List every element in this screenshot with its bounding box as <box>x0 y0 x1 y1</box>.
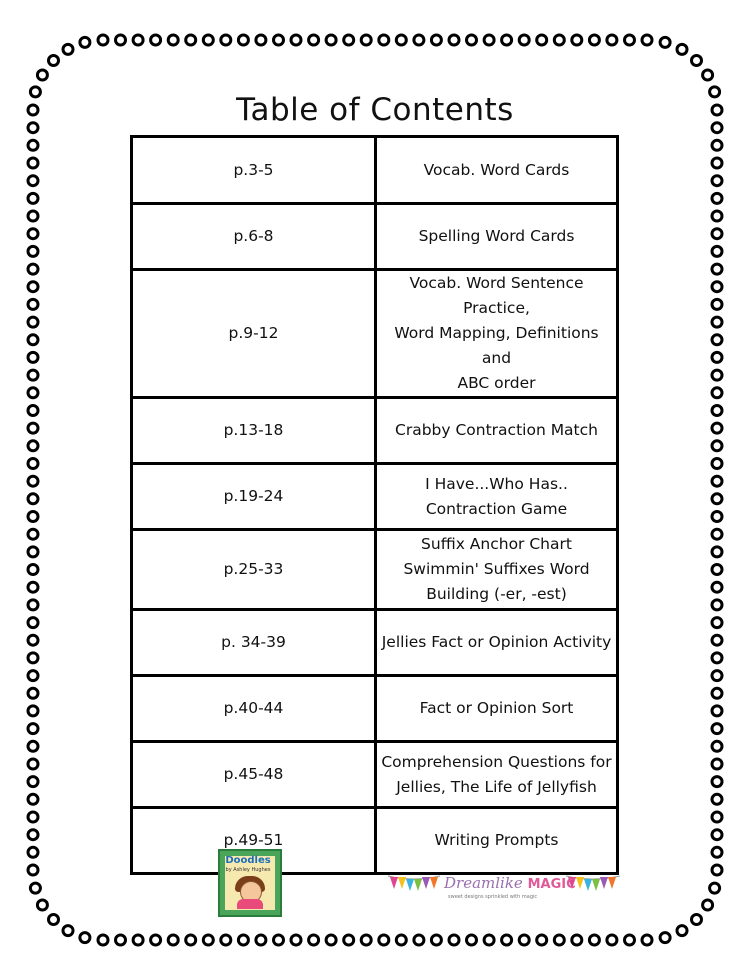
border-dot <box>238 35 248 45</box>
border-dot <box>28 671 38 681</box>
border-dot <box>712 830 722 840</box>
border-dot <box>28 459 38 469</box>
border-dot <box>28 370 38 380</box>
border-dot <box>625 35 635 45</box>
page-range-cell: p.19-24 <box>132 464 376 530</box>
border-dot <box>379 935 389 945</box>
page-range-cell: p.49-51 <box>132 808 376 874</box>
border-dot <box>712 565 722 575</box>
content-cell: Vocab. Word Cards <box>376 137 618 204</box>
border-dot <box>414 35 424 45</box>
doodles-logo <box>218 849 282 917</box>
border-dot <box>712 352 722 362</box>
border-dot <box>28 777 38 787</box>
border-dot <box>589 35 599 45</box>
border-dot <box>28 423 38 433</box>
page-range-cell: p. 34-39 <box>132 610 376 676</box>
border-dot <box>677 44 687 54</box>
border-dot <box>361 35 371 45</box>
content-cell: Comprehension Questions for Jellies, The Life of Jellyfish <box>376 742 618 808</box>
border-dot <box>625 935 635 945</box>
border-dot <box>28 759 38 769</box>
border-dot <box>484 935 494 945</box>
border-dot <box>80 37 90 47</box>
border-dot <box>396 935 406 945</box>
border-dot <box>28 476 38 486</box>
border-dot <box>712 441 722 451</box>
border-dot <box>28 441 38 451</box>
border-dot <box>28 317 38 327</box>
border-dot <box>28 582 38 592</box>
border-dot <box>467 35 477 45</box>
border-dot <box>712 688 722 698</box>
border-dot <box>49 56 59 66</box>
border-dot <box>572 935 582 945</box>
border-dot <box>326 35 336 45</box>
bunting-flag <box>390 877 398 889</box>
border-dot <box>703 900 713 910</box>
border-dot <box>28 724 38 734</box>
border-dot <box>203 935 213 945</box>
border-dot <box>326 935 336 945</box>
border-dot <box>692 56 702 66</box>
logo-tagline: sweet designs sprinkled with magic <box>448 894 538 900</box>
page-title: Table of Contents <box>236 92 514 128</box>
doodles-logo-text: Doodles <box>225 855 271 866</box>
border-dot <box>712 299 722 309</box>
border-dot <box>28 688 38 698</box>
border-dot <box>28 229 38 239</box>
border-dot <box>712 635 722 645</box>
border-dot <box>712 193 722 203</box>
border-dot <box>344 935 354 945</box>
border-dot <box>712 459 722 469</box>
content-cell: Writing Prompts <box>376 808 618 874</box>
border-dot <box>63 926 73 936</box>
border-dot <box>28 264 38 274</box>
border-dot <box>291 935 301 945</box>
border-dot <box>116 35 126 45</box>
border-dot <box>28 741 38 751</box>
border-dot <box>168 935 178 945</box>
border-dot <box>677 926 687 936</box>
border-dot <box>712 264 722 274</box>
border-dot <box>344 35 354 45</box>
border-dot <box>221 35 231 45</box>
border-dot <box>116 935 126 945</box>
border-dot <box>519 35 529 45</box>
border-dot <box>186 935 196 945</box>
border-dot <box>712 618 722 628</box>
contents-table <box>130 135 619 875</box>
bunting-flag <box>592 879 600 891</box>
page-range-cell: p.40-44 <box>132 676 376 742</box>
border-dot <box>712 741 722 751</box>
border-dot <box>712 406 722 416</box>
border-dot <box>537 935 547 945</box>
border-dot <box>28 547 38 557</box>
page-range-cell: p.6-8 <box>132 204 376 270</box>
content-cell: Fact or Opinion Sort <box>376 676 618 742</box>
border-dot <box>256 935 266 945</box>
border-dot <box>607 935 617 945</box>
border-dot <box>712 653 722 663</box>
border-dot <box>274 935 284 945</box>
border-dot <box>151 935 161 945</box>
border-dot <box>49 915 59 925</box>
border-dot <box>712 176 722 186</box>
border-dot <box>712 706 722 716</box>
border-dot <box>98 935 108 945</box>
table-row <box>132 137 618 204</box>
border-dot <box>221 935 231 945</box>
table-row <box>132 398 618 464</box>
border-dot <box>274 35 284 45</box>
bunting-flag <box>398 877 406 889</box>
border-dot <box>572 35 582 45</box>
border-dot <box>712 476 722 486</box>
border-dot <box>28 847 38 857</box>
border-dot <box>28 600 38 610</box>
border-dot <box>133 935 143 945</box>
page-range-cell: p.3-5 <box>132 137 376 204</box>
bunting-flag <box>422 877 430 889</box>
border-dot <box>309 935 319 945</box>
border-dot <box>28 512 38 522</box>
border-dot <box>431 935 441 945</box>
border-dot <box>692 915 702 925</box>
border-dot <box>554 935 564 945</box>
border-dot <box>133 35 143 45</box>
border-dot <box>98 35 108 45</box>
border-dot <box>712 229 722 239</box>
border-dot <box>712 671 722 681</box>
table-row <box>132 204 618 270</box>
border-dot <box>589 935 599 945</box>
border-dot <box>712 812 722 822</box>
border-dot <box>256 35 266 45</box>
page-range-cell: p.13-18 <box>132 398 376 464</box>
border-dot <box>710 883 720 893</box>
border-dot <box>30 883 40 893</box>
border-dot <box>28 830 38 840</box>
table-row <box>132 270 618 398</box>
border-dot <box>712 794 722 804</box>
border-dot <box>28 706 38 716</box>
content-cell: Crabby Contraction Match <box>376 398 618 464</box>
border-dot <box>712 140 722 150</box>
border-dot <box>28 565 38 575</box>
border-dot <box>642 935 652 945</box>
bunting-flag <box>414 879 422 891</box>
border-dot <box>467 935 477 945</box>
page-range-cell: p.9-12 <box>132 270 376 398</box>
border-dot <box>712 494 722 504</box>
border-dot <box>28 865 38 875</box>
border-dot <box>28 406 38 416</box>
table-row <box>132 808 618 874</box>
table-row <box>132 464 618 530</box>
border-dot <box>28 618 38 628</box>
border-dot <box>28 193 38 203</box>
border-dot <box>28 158 38 168</box>
border-dot <box>712 777 722 787</box>
border-dot <box>712 759 722 769</box>
border-dot <box>28 176 38 186</box>
table-row <box>132 676 618 742</box>
border-dot <box>712 600 722 610</box>
border-dot <box>168 35 178 45</box>
border-dot <box>28 653 38 663</box>
border-dot <box>151 35 161 45</box>
border-dot <box>537 35 547 45</box>
border-dot <box>28 282 38 292</box>
border-dot <box>703 70 713 80</box>
border-dot <box>238 935 248 945</box>
bunting-flag <box>430 877 438 889</box>
page-range-cell: p.25-33 <box>132 530 376 610</box>
border-dot <box>28 812 38 822</box>
logo-word: Dreamlike <box>444 874 523 892</box>
border-dot <box>712 547 722 557</box>
border-dot <box>607 35 617 45</box>
border-dot <box>28 494 38 504</box>
border-dot <box>712 529 722 539</box>
content-cell: Suffix Anchor Chart Swimmin' Suffixes Word Building (-er, -est) <box>376 530 618 610</box>
table-row <box>132 742 618 808</box>
border-dot <box>712 370 722 380</box>
border-dot <box>414 935 424 945</box>
border-dot <box>28 140 38 150</box>
border-dot <box>186 35 196 45</box>
border-dot <box>28 211 38 221</box>
border-dot <box>712 388 722 398</box>
border-dot <box>291 35 301 45</box>
border-dot <box>28 794 38 804</box>
border-dot <box>660 933 670 943</box>
bunting-flag <box>406 879 414 891</box>
content-cell: I Have...Who Has.. Contraction Game <box>376 464 618 530</box>
doodles-logo-subtitle: by Ashley Hughes <box>225 867 271 873</box>
border-dot <box>502 935 512 945</box>
border-dot <box>484 35 494 45</box>
border-dot <box>63 44 73 54</box>
border-dot <box>712 847 722 857</box>
table-row <box>132 610 618 676</box>
bunting-flag <box>600 877 608 889</box>
border-dot <box>712 335 722 345</box>
border-dot <box>712 724 722 734</box>
border-dot <box>361 935 371 945</box>
border-dot <box>28 299 38 309</box>
border-dot <box>203 35 213 45</box>
border-dot <box>519 935 529 945</box>
border-dot <box>554 35 564 45</box>
border-dot <box>28 635 38 645</box>
border-dot <box>642 35 652 45</box>
border-dot <box>396 35 406 45</box>
content-cell: Vocab. Word Sentence Practice, Word Mapping, Definitions and ABC order <box>376 270 618 398</box>
border-dot <box>28 246 38 256</box>
bunting-flag <box>608 877 616 889</box>
border-dot <box>712 282 722 292</box>
border-dot <box>80 933 90 943</box>
border-dot <box>712 423 722 433</box>
bunting-flag <box>576 877 584 889</box>
border-dot <box>712 211 722 221</box>
border-dot <box>712 512 722 522</box>
page-range-cell: p.45-48 <box>132 742 376 808</box>
dreamlike-magic-logo <box>386 870 622 910</box>
border-dot <box>28 352 38 362</box>
border-dot <box>37 70 47 80</box>
border-dot <box>37 900 47 910</box>
border-dot <box>449 935 459 945</box>
border-dot <box>712 246 722 256</box>
border-dot <box>28 388 38 398</box>
border-dot <box>712 865 722 875</box>
logo-accent: MAGIC <box>527 877 576 892</box>
border-dot <box>502 35 512 45</box>
content-cell: Spelling Word Cards <box>376 204 618 270</box>
bunting-flag <box>584 879 592 891</box>
border-dot <box>309 35 319 45</box>
border-dot <box>449 35 459 45</box>
border-dot <box>379 35 389 45</box>
border-dot <box>28 335 38 345</box>
border-dot <box>431 35 441 45</box>
border-dot <box>660 37 670 47</box>
border-dot <box>28 529 38 539</box>
content-cell: Jellies Fact or Opinion Activity <box>376 610 618 676</box>
table-row <box>132 530 618 610</box>
border-dot <box>712 158 722 168</box>
border-dot <box>712 582 722 592</box>
border-dot <box>712 317 722 327</box>
